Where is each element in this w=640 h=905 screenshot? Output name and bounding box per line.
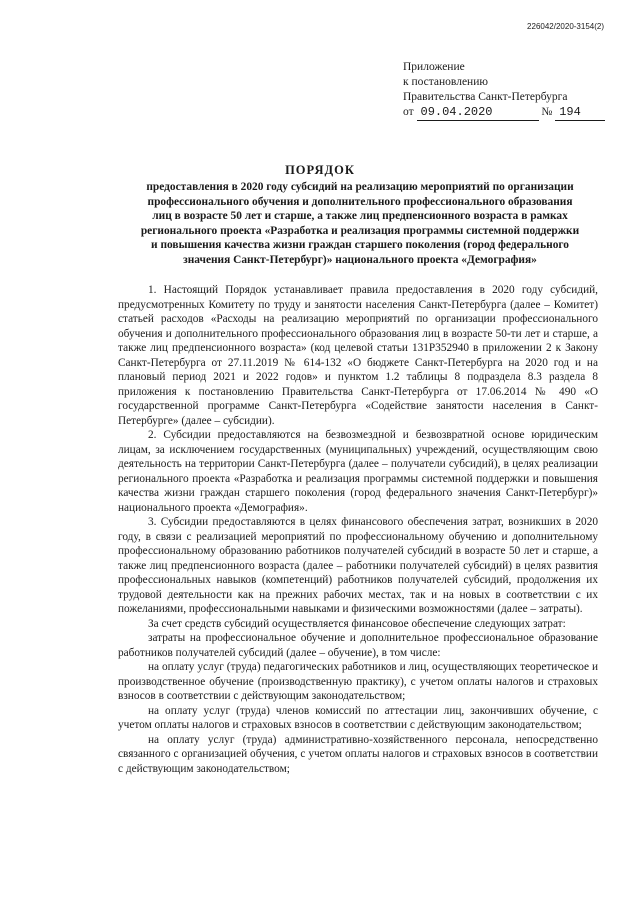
subtitle-line: профессионального обучения и дополнительного профессионального образования — [147, 195, 573, 208]
resolution-number: 194 — [555, 105, 605, 121]
document-id: 226042/2020-3154(2) — [527, 22, 604, 31]
number-prefix: № — [541, 106, 553, 118]
paragraph-7: на оплату услуг (труда) членов комиссий по аттестации лиц, закончивших обучение, с учетом оплаты налогов и страховых взносов в соответствии с действующим законодательством; — [118, 704, 598, 731]
subtitle-line: лиц в возрасте 50 лет и старше, а также лиц предпенсионного возраста в рамках — [152, 210, 568, 222]
appendix-line-3: Правительства Санкт-Петербурга — [403, 91, 568, 103]
paragraph-2: 2. Субсидии предоставляются на безвозмездной и безвозвратной основе юридическим лицам, за исключением государственных (муниципальных) учреждений, осуществляющим свою деятельность на территории Санкт-Петербурга (далее – получатели субсидий), в целях реализации регионального проекта «Разработка и реализация программы системной поддержки и повышения качества жизни граждан старшего поколения (город федерального значения Санкт-Петербург)» национального проекта «Демография». — [118, 429, 598, 514]
appendix-date-line — [403, 105, 605, 121]
subtitle-line: регионального проекта «Разработка и реализация программы системной поддержки — [140, 224, 580, 237]
paragraph-8: на оплату услуг (труда) административно-хозяйственного персонала, непосредственно связанного с организацией обучения, с учетом оплаты налогов и страховых взносов в соответствии с действующим законодательством; — [118, 733, 598, 775]
subtitle-line: значения Санкт-Петербург)» национального проекта «Демография» — [183, 253, 537, 266]
paragraph-3: 3. Субсидии предоставляются в целях финансового обеспечения затрат, возникших в 2020 году, в связи с реализацией мероприятий по профессиональному обучению и дополнительному профессиональному образованию работников получателей субсидий в возрасте 50 лет и старше, а также лиц предпенсионного возраста (далее – работники получателей субсидий) в целях развития профессиональных навыков (компетенций) работников получателей субсидий, продолжения их трудовой деятельности как на прежних рабочих местах, так и на новых в соответствии с их пожеланиями, профессиональными навыками и физическими возможностями (далее – затраты). — [118, 516, 598, 615]
document-title: ПОРЯДОК — [285, 163, 355, 177]
paragraph-1: 1. Настоящий Порядок устанавливает правила предоставления в 2020 году субсидий, предусмотренных Комитету по труду и занятости населения Санкт-Петербурга (далее – Комитет) статьей расходов «Расходы на реализацию мероприятий по организации профессионального обучения и дополнительного профессионального образования лиц в возрасте 50-ти лет и старше, а также лиц предпенсионного возраста» (код целевой статьи 131Р352940 в приложении 2 к Закону Санкт-Петербурга от 27.11.2019 № 614-132 «О бюджете Санкт-Петербурга на 2020 год и на плановый период 2021 и 2022 годов» и пунктом 1.2 таблицы 8 подраздела 8.3 раздела 8 приложения к постановлению Правительства Санкт-Петербурга от 17.06.2014 № 490 «О государственной программе Санкт-Петербурга «Содействие занятости населения в Санкт-Петербурге» (далее – субсидии). — [118, 284, 598, 427]
paragraph-6: на оплату услуг (труда) педагогических работников и лиц, осуществляющих теоретическое и производственное обучение (производственную практику), с учетом оплаты налогов и страховых взносов в соответствии с действующим законодательством; — [118, 661, 598, 702]
appendix-line-2: к постановлению — [403, 76, 488, 88]
date-prefix: от — [403, 106, 414, 118]
document-subtitle — [120, 180, 600, 267]
subtitle-line: предоставления в 2020 году субсидий на реализацию мероприятий по организации — [146, 181, 574, 193]
appendix-block — [403, 60, 605, 121]
resolution-date: 09.04.2020 — [417, 105, 539, 121]
paragraph-5: затраты на профессиональное обучение и дополнительное профессиональное образование работников получателей субсидий (далее – обучение), в том числе: — [118, 632, 598, 659]
subtitle-line: и повышения качества жизни граждан старшего поколения (город федерального — [151, 239, 569, 251]
document-body — [118, 283, 598, 776]
paragraph-4: За счет средств субсидий осуществляется финансовое обеспечение следующих затрат: — [148, 617, 566, 630]
appendix-line-1: Приложение — [403, 61, 465, 73]
